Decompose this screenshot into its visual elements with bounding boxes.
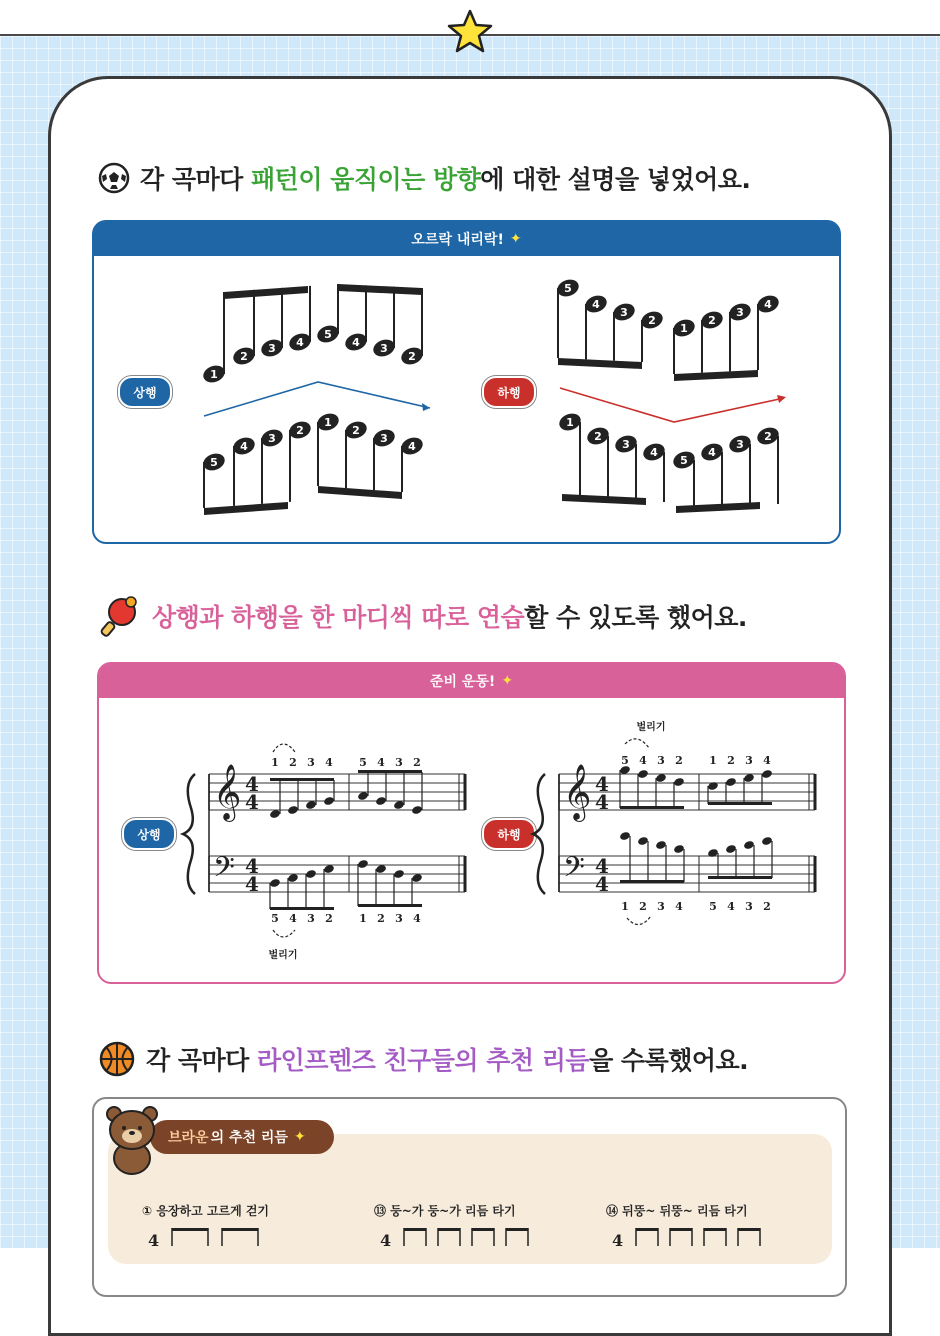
spread-arrow-icon [273, 744, 295, 752]
desc-top-beam [558, 358, 642, 369]
desc-bot-beam [676, 502, 760, 513]
soccer-ball-icon [98, 162, 130, 194]
desc-top-beam [674, 370, 758, 381]
desc-top-finger: 4 [764, 298, 772, 311]
warmup-desc-treble-clef-icon: 𝄞 [563, 764, 592, 820]
warmup-desc-bass-note [707, 848, 719, 858]
spread-label: 벌리기 [636, 722, 666, 733]
warmup-desc-treble-finger: 4 [763, 754, 771, 767]
warmup-asc-bass-finger: 2 [325, 912, 333, 925]
desc-bot-beam [562, 494, 646, 505]
rhythm-beam [222, 1228, 258, 1231]
asc-top-finger: 3 [268, 342, 276, 355]
brown-bear-icon [104, 1104, 160, 1176]
warmup-asc-treble-finger: 2 [413, 756, 421, 769]
warmup-desc-bass-finger: 5 [709, 900, 717, 913]
descending-label: 하행 [482, 376, 536, 408]
warmup-desc-treble-note [707, 781, 719, 791]
asc-bot-beam [204, 502, 288, 515]
desc-bot-finger: 5 [680, 454, 688, 467]
rhythm-beam [172, 1228, 208, 1231]
ascending-label: 상행 [118, 376, 172, 408]
warmup-asc-bass-finger: 1 [359, 912, 367, 925]
desc-top-finger: 3 [736, 306, 744, 319]
rhythm-time-sig: 4 [612, 1231, 624, 1246]
descending-arrow [560, 388, 784, 422]
warmup-desc-treble-finger: 2 [727, 754, 735, 767]
warmup-asc-time-sig: 4 [245, 872, 259, 896]
warmup-asc-bass-note [305, 869, 317, 879]
warmup-asc-time-sig: 4 [245, 790, 259, 814]
warmup-asc-treble-finger: 4 [325, 756, 333, 769]
warmup-desc-bass-finger: 1 [621, 900, 629, 913]
spread-arrow-icon [273, 930, 295, 937]
warmup-desc-bass-clef-icon: 𝄢 [563, 851, 585, 891]
warmup-asc-treble-note [375, 796, 387, 806]
warmup-desc-time-sig: 4 [595, 854, 609, 878]
desc-top-finger: 5 [564, 282, 572, 295]
warmup-asc-bass-clef-icon: 𝄢 [213, 851, 235, 891]
rhythm-time-sig: 4 [380, 1231, 392, 1246]
asc-top-finger: 5 [324, 328, 332, 341]
ascending-arrow [204, 382, 430, 416]
warmup-desc-treble-finger: 1 [709, 754, 717, 767]
warmup-asc-time-sig: 4 [245, 772, 259, 796]
warmup-asc-treble-finger: 1 [271, 756, 279, 769]
warmup-desc-bass-note [655, 840, 667, 850]
asc-top-beam [224, 286, 308, 299]
warmup-asc-bass-finger: 3 [307, 912, 315, 925]
desc-top-finger: 3 [620, 306, 628, 319]
asc-top-finger: 4 [296, 336, 304, 349]
warmup-desc-bass-finger: 2 [639, 900, 647, 913]
warmup-desc-treble-finger: 2 [675, 754, 683, 767]
warmup-asc-brace [183, 774, 195, 894]
warmup-desc-beam [708, 876, 772, 879]
warmup-asc-beam [270, 778, 334, 781]
warmup-desc-treble-finger: 3 [657, 754, 665, 767]
asc-bot-finger: 3 [268, 432, 276, 445]
rhythm-notation [140, 1226, 820, 1246]
warmup-desc-treble-note [673, 777, 685, 787]
warmup-desc-bass-note [673, 844, 685, 854]
warmup-asc-treble-note [411, 805, 423, 815]
warmup-asc-bass-note [393, 869, 405, 879]
warmup-asc-bass-finger: 4 [413, 912, 421, 925]
warmup-desc-bass-note [637, 836, 649, 846]
warmup-asc-bass-finger: 3 [395, 912, 403, 925]
warmup-panel-header [99, 664, 844, 698]
desc-top-finger: 2 [708, 314, 716, 327]
asc-top-finger: 2 [408, 350, 416, 363]
warmup-asc-beam [358, 770, 422, 773]
warmup-desc-treble-note [725, 777, 737, 787]
rhythm-beam [636, 1228, 658, 1231]
warmup-desc-bass-note [743, 840, 755, 850]
spread-arrow-icon [625, 739, 649, 748]
warmup-desc-time-sig: 4 [595, 790, 609, 814]
spread-label: 벌리기 [268, 950, 298, 961]
sparkle-icon: ✦ [509, 231, 522, 247]
asc-bot-finger: 4 [240, 440, 248, 453]
section1-heading-part3: 에 대한 설명을 넣었어요. [480, 165, 751, 194]
brown-tag-rest: 의 추천 리듬 [210, 1130, 288, 1146]
desc-top-finger: 2 [648, 314, 656, 327]
rhythm-item-13: ⑬ 둥~가 둥~가 리듬 타기 [374, 1204, 516, 1218]
warmup-asc-time-sig: 4 [245, 854, 259, 878]
desc-top-finger: 1 [680, 322, 688, 335]
section3-heading-highlight: 라인프렌즈 친구들의 추천 리듬 [257, 1046, 590, 1075]
descending-arrowhead [777, 395, 786, 403]
brown-rhythm-tag [150, 1120, 334, 1154]
rhythm-item-14: ⑭ 뒤뚱~ 뒤뚱~ 리듬 타기 [606, 1204, 748, 1218]
asc-top-finger: 2 [240, 350, 248, 363]
warmup-desc-beam [620, 880, 684, 883]
asc-bot-finger: 3 [380, 432, 388, 445]
warmup-desc-treble-note [637, 769, 649, 779]
warmup-desc-bass-finger: 4 [675, 900, 683, 913]
warmup-score [97, 696, 846, 982]
warmup-asc-beam [358, 904, 422, 907]
section3-heading-part1: 각 곡마다 [146, 1046, 258, 1075]
warmup-asc-bass-finger: 2 [377, 912, 385, 925]
asc-bot-finger: 1 [324, 416, 332, 429]
warmup-desc-bass-note [725, 844, 737, 854]
section3-heading [98, 1040, 748, 1078]
rhythm-beam [506, 1228, 528, 1231]
rhythm-beam [404, 1228, 426, 1231]
warmup-desc-bass-finger: 3 [745, 900, 753, 913]
brown-name: 브라운 [168, 1130, 209, 1146]
direction-panel-header [94, 222, 839, 256]
desc-bot-finger: 1 [566, 416, 574, 429]
warmup-desc-bass-note [761, 836, 773, 846]
warmup-asc-treble-finger: 4 [377, 756, 385, 769]
warmup-desc-bass-note [619, 831, 631, 841]
rhythm-item-1: ① 응장하고 고르게 걷기 [142, 1204, 270, 1218]
sparkle-icon: ✦ [501, 673, 514, 689]
star-icon [446, 8, 494, 56]
warmup-desc-treble-finger: 4 [639, 754, 647, 767]
desc-bot-finger: 2 [594, 430, 602, 443]
warmup-asc-bass-note [269, 878, 281, 888]
warmup-asc-beam [270, 907, 334, 910]
warmup-descending-label: 하행 [482, 818, 536, 850]
warmup-asc-bass-note [357, 859, 369, 869]
rhythm-beam [670, 1228, 692, 1231]
section1-heading [98, 160, 750, 196]
warmup-desc-bass-finger: 3 [657, 900, 665, 913]
warmup-asc-bass-finger: 4 [289, 912, 297, 925]
warmup-desc-treble-finger: 5 [621, 754, 629, 767]
warmup-ascending-label: 상행 [122, 818, 176, 850]
warmup-desc-beam [708, 802, 772, 805]
warmup-desc-time-sig: 4 [595, 772, 609, 796]
warmup-asc-bass-finger: 5 [271, 912, 279, 925]
section2-heading-rest: 할 수 있도록 했어요. [524, 603, 747, 632]
desc-bot-finger: 2 [764, 430, 772, 443]
warmup-asc-treble-finger: 3 [395, 756, 403, 769]
ping-pong-paddle-icon [98, 594, 142, 638]
warmup-asc-treble-finger: 3 [307, 756, 315, 769]
warmup-asc-treble-note [287, 805, 299, 815]
warmup-asc-treble-finger: 2 [289, 756, 297, 769]
desc-bot-finger: 4 [708, 446, 716, 459]
section1-heading-part1: 각 곡마다 [140, 165, 252, 194]
rhythm-beam [472, 1228, 494, 1231]
warmup-asc-treble-clef-icon: 𝄞 [213, 764, 242, 820]
section3-heading-part3: 을 수록했어요. [589, 1046, 749, 1075]
warmup-desc-treble-note [761, 769, 773, 779]
asc-top-finger: 3 [380, 342, 388, 355]
section2-heading [98, 594, 747, 638]
asc-top-beam [338, 284, 422, 295]
warmup-desc-bass-finger: 2 [763, 900, 771, 913]
desc-bot-finger: 3 [736, 438, 744, 451]
rhythm-beam [438, 1228, 460, 1231]
desc-bot-finger: 4 [650, 446, 658, 459]
asc-bot-finger: 2 [296, 424, 304, 437]
desc-bot-finger: 3 [622, 438, 630, 451]
warmup-desc-time-sig: 4 [595, 872, 609, 896]
direction-diagram [92, 254, 841, 544]
warmup-desc-beam [620, 806, 684, 809]
section2-heading-highlight: 상행과 하행을 한 마디씩 따로 연습 [152, 603, 525, 632]
asc-bot-finger: 5 [210, 456, 218, 469]
rhythm-time-sig: 4 [148, 1231, 160, 1246]
desc-top-finger: 4 [592, 298, 600, 311]
asc-top-finger: 1 [210, 368, 218, 381]
rhythm-beam [704, 1228, 726, 1231]
warmup-asc-treble-note [323, 796, 335, 806]
warmup-desc-brace [533, 774, 545, 894]
asc-top-finger: 4 [352, 336, 360, 349]
rhythm-beam [738, 1228, 760, 1231]
asc-bot-beam [318, 486, 402, 499]
sparkle-icon: ✦ [293, 1129, 306, 1145]
spread-arrow-icon [627, 916, 651, 925]
asc-bot-finger: 4 [408, 440, 416, 453]
warmup-panel-title: 준비 운동! [429, 674, 496, 690]
basketball-icon [98, 1040, 136, 1078]
direction-panel-title: 오르락 내리락! [411, 232, 504, 248]
asc-bot-finger: 2 [352, 424, 360, 437]
warmup-asc-treble-finger: 5 [359, 756, 367, 769]
warmup-desc-treble-finger: 3 [745, 754, 753, 767]
section1-heading-highlight: 패턴이 움직이는 방향 [251, 165, 481, 194]
warmup-desc-bass-finger: 4 [727, 900, 735, 913]
